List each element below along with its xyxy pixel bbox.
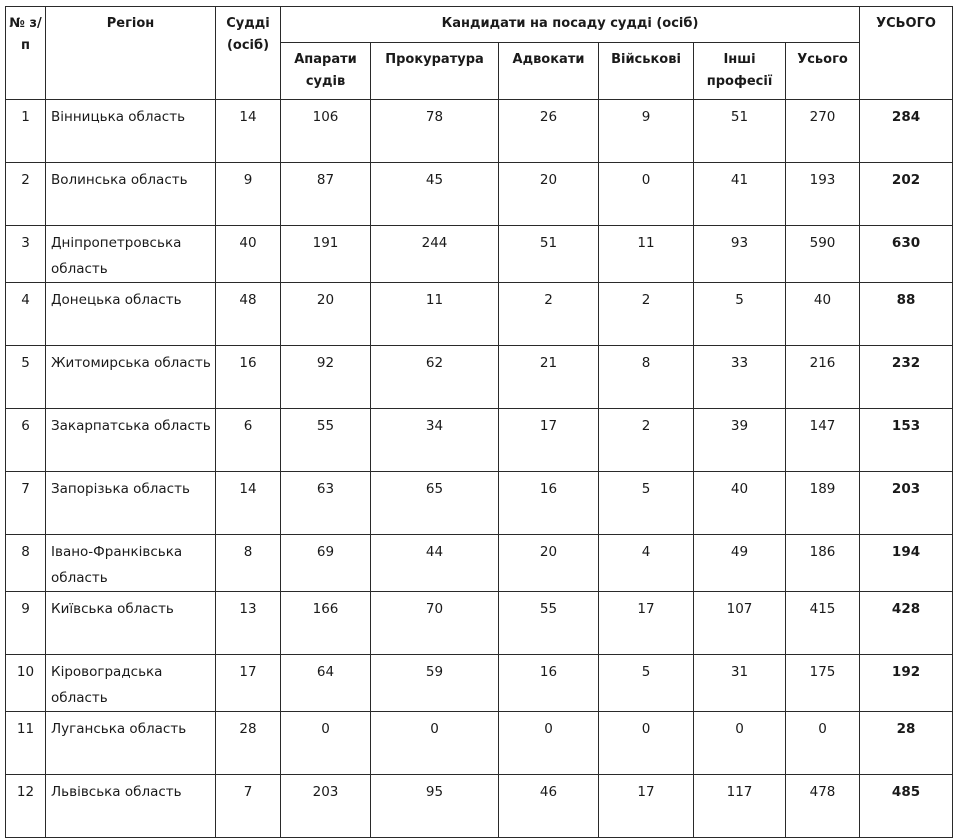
cell-num: 1 [6,100,46,163]
table-row [6,535,953,592]
cell-region: Кіровоградська область [46,655,216,712]
cell-courts: 92 [281,346,371,409]
cell-total: 192 [860,655,953,712]
cell-total: 153 [860,409,953,472]
cell-num: 6 [6,409,46,472]
cell-judges: 14 [216,100,281,163]
header-region: Регіон [46,7,216,100]
cell-total: 88 [860,283,953,346]
table-row [6,226,953,283]
cell-military: 2 [599,409,694,472]
cell-military: 17 [599,775,694,838]
table-row [6,775,953,838]
cell-prosecution: 44 [371,535,499,592]
cell-subtotal: 415 [786,592,860,655]
cell-other: 0 [694,712,786,775]
cell-total: 202 [860,163,953,226]
cell-other: 107 [694,592,786,655]
cell-judges: 13 [216,592,281,655]
cell-other: 33 [694,346,786,409]
table-row [6,472,953,535]
cell-other: 31 [694,655,786,712]
cell-prosecution: 0 [371,712,499,775]
header-courts: Апарати судів [281,43,371,100]
cell-num: 8 [6,535,46,592]
cell-other: 40 [694,472,786,535]
cell-military: 9 [599,100,694,163]
cell-courts: 69 [281,535,371,592]
cell-other: 93 [694,226,786,283]
cell-lawyers: 51 [499,226,599,283]
cell-region: Вінницька область [46,100,216,163]
cell-region: Івано-Франківська область [46,535,216,592]
cell-prosecution: 45 [371,163,499,226]
cell-military: 4 [599,535,694,592]
cell-military: 5 [599,655,694,712]
cell-judges: 8 [216,535,281,592]
cell-num: 12 [6,775,46,838]
cell-num: 2 [6,163,46,226]
cell-other: 39 [694,409,786,472]
cell-subtotal: 478 [786,775,860,838]
cell-military: 11 [599,226,694,283]
cell-lawyers: 20 [499,535,599,592]
cell-judges: 7 [216,775,281,838]
cell-lawyers: 16 [499,472,599,535]
cell-num: 3 [6,226,46,283]
header-num: № з/п [6,7,46,100]
table-row [6,409,953,472]
table-row [6,283,953,346]
cell-military: 17 [599,592,694,655]
cell-courts: 106 [281,100,371,163]
cell-subtotal: 186 [786,535,860,592]
cell-judges: 48 [216,283,281,346]
cell-other: 51 [694,100,786,163]
header-subtotal: Усього [786,43,860,100]
cell-subtotal: 270 [786,100,860,163]
cell-num: 10 [6,655,46,712]
table-row [6,163,953,226]
table-row [6,655,953,712]
cell-judges: 14 [216,472,281,535]
cell-num: 7 [6,472,46,535]
cell-region: Волинська область [46,163,216,226]
cell-military: 2 [599,283,694,346]
cell-prosecution: 244 [371,226,499,283]
cell-prosecution: 95 [371,775,499,838]
header-other: Інші професії [694,43,786,100]
cell-subtotal: 193 [786,163,860,226]
cell-region: Запорізька область [46,472,216,535]
cell-other: 41 [694,163,786,226]
cell-prosecution: 62 [371,346,499,409]
cell-num: 5 [6,346,46,409]
cell-total: 428 [860,592,953,655]
table-row [6,712,953,775]
header-judges: Судді (осіб) [216,7,281,100]
cell-judges: 17 [216,655,281,712]
cell-total: 28 [860,712,953,775]
cell-subtotal: 590 [786,226,860,283]
cell-total: 203 [860,472,953,535]
cell-num: 11 [6,712,46,775]
header-prosecution: Прокуратура [371,43,499,100]
cell-prosecution: 11 [371,283,499,346]
cell-courts: 87 [281,163,371,226]
cell-subtotal: 216 [786,346,860,409]
cell-military: 8 [599,346,694,409]
cell-lawyers: 0 [499,712,599,775]
cell-region: Дніпропетровська область [46,226,216,283]
candidates-table [5,6,953,838]
table-row [6,100,953,163]
cell-region: Житомирська область [46,346,216,409]
cell-region: Львівська область [46,775,216,838]
cell-region: Закарпатська область [46,409,216,472]
cell-lawyers: 2 [499,283,599,346]
cell-region: Київська область [46,592,216,655]
table-row [6,346,953,409]
cell-region: Донецька область [46,283,216,346]
header-military: Військові [599,43,694,100]
cell-lawyers: 46 [499,775,599,838]
table-row [6,592,953,655]
cell-total: 194 [860,535,953,592]
cell-total: 485 [860,775,953,838]
cell-courts: 166 [281,592,371,655]
cell-prosecution: 59 [371,655,499,712]
cell-lawyers: 21 [499,346,599,409]
cell-subtotal: 147 [786,409,860,472]
cell-subtotal: 175 [786,655,860,712]
cell-lawyers: 55 [499,592,599,655]
cell-courts: 64 [281,655,371,712]
cell-military: 0 [599,712,694,775]
cell-prosecution: 78 [371,100,499,163]
cell-judges: 40 [216,226,281,283]
cell-region: Луганська область [46,712,216,775]
cell-courts: 203 [281,775,371,838]
cell-total: 284 [860,100,953,163]
cell-lawyers: 20 [499,163,599,226]
header-total: УСЬОГО [860,7,953,100]
cell-judges: 6 [216,409,281,472]
cell-prosecution: 70 [371,592,499,655]
cell-other: 117 [694,775,786,838]
cell-courts: 20 [281,283,371,346]
cell-judges: 9 [216,163,281,226]
cell-subtotal: 189 [786,472,860,535]
cell-military: 5 [599,472,694,535]
cell-courts: 55 [281,409,371,472]
cell-other: 5 [694,283,786,346]
header-candidates-group: Кандидати на посаду судді (осіб) [281,7,860,43]
cell-prosecution: 34 [371,409,499,472]
header-lawyers: Адвокати [499,43,599,100]
cell-courts: 63 [281,472,371,535]
cell-total: 630 [860,226,953,283]
cell-courts: 0 [281,712,371,775]
cell-subtotal: 0 [786,712,860,775]
cell-military: 0 [599,163,694,226]
cell-lawyers: 17 [499,409,599,472]
cell-prosecution: 65 [371,472,499,535]
cell-num: 9 [6,592,46,655]
cell-lawyers: 26 [499,100,599,163]
cell-lawyers: 16 [499,655,599,712]
cell-num: 4 [6,283,46,346]
cell-other: 49 [694,535,786,592]
cell-total: 232 [860,346,953,409]
cell-judges: 28 [216,712,281,775]
cell-subtotal: 40 [786,283,860,346]
cell-courts: 191 [281,226,371,283]
cell-judges: 16 [216,346,281,409]
